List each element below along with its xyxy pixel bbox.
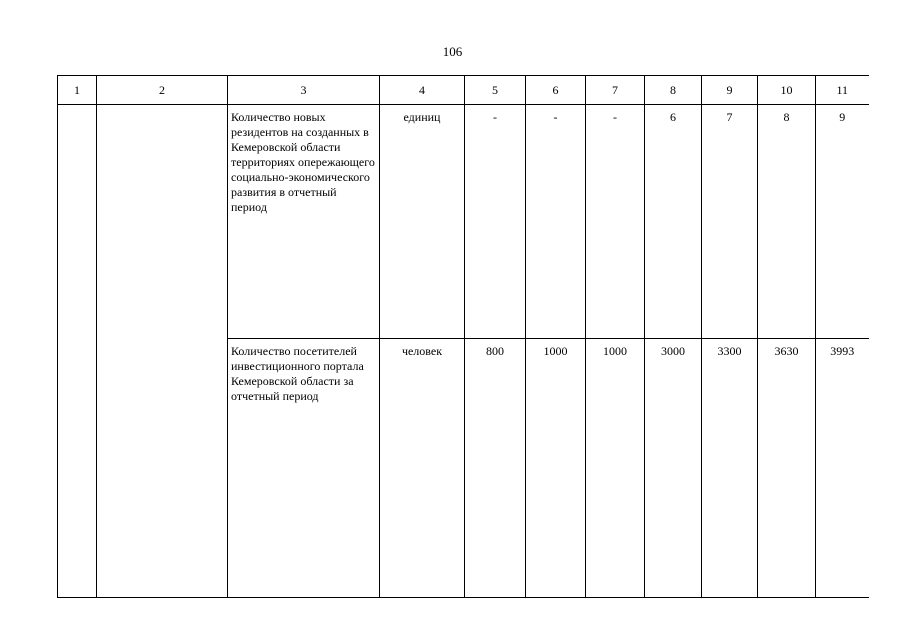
column-header: 11 [816, 76, 869, 105]
value-cell: 3630 [758, 339, 816, 598]
value-cell: 1000 [526, 339, 586, 598]
value-cell: 800 [465, 339, 526, 598]
column-header: 10 [758, 76, 816, 105]
value-cell: 3000 [645, 339, 702, 598]
column-header: 8 [645, 76, 702, 105]
column-header: 4 [380, 76, 465, 105]
program-cell [97, 105, 228, 598]
column-header: 9 [702, 76, 758, 105]
indicator-name-cell: Количество новых резидентов на созданных в Кемеровской области территориях опережающего социально-экономического развития в отчетный период [228, 105, 380, 339]
value-cell: 1000 [586, 339, 645, 598]
column-header: 7 [586, 76, 645, 105]
row-number-cell [58, 105, 97, 598]
value-cell: - [526, 105, 586, 339]
value-cell: 3993 [816, 339, 869, 598]
page-number: 106 [442, 44, 463, 59]
value-cell: - [465, 105, 526, 339]
indicator-name-cell: Количество посетителей инвестиционного портала Кемеровской области за отчетный период [228, 339, 380, 598]
column-header: 3 [228, 76, 380, 105]
indicators-table [57, 75, 869, 598]
value-cell: 9 [816, 105, 869, 339]
column-header: 5 [465, 76, 526, 105]
column-header: 2 [97, 76, 228, 105]
column-header: 1 [58, 76, 97, 105]
unit-cell: человек [380, 339, 465, 598]
value-cell: 7 [702, 105, 758, 339]
value-cell: 3300 [702, 339, 758, 598]
value-cell: 6 [645, 105, 702, 339]
unit-cell: единиц [380, 105, 465, 339]
table-row [58, 105, 869, 339]
value-cell: 8 [758, 105, 816, 339]
value-cell: - [586, 105, 645, 339]
column-header: 6 [526, 76, 586, 105]
table-header-row [58, 76, 869, 105]
